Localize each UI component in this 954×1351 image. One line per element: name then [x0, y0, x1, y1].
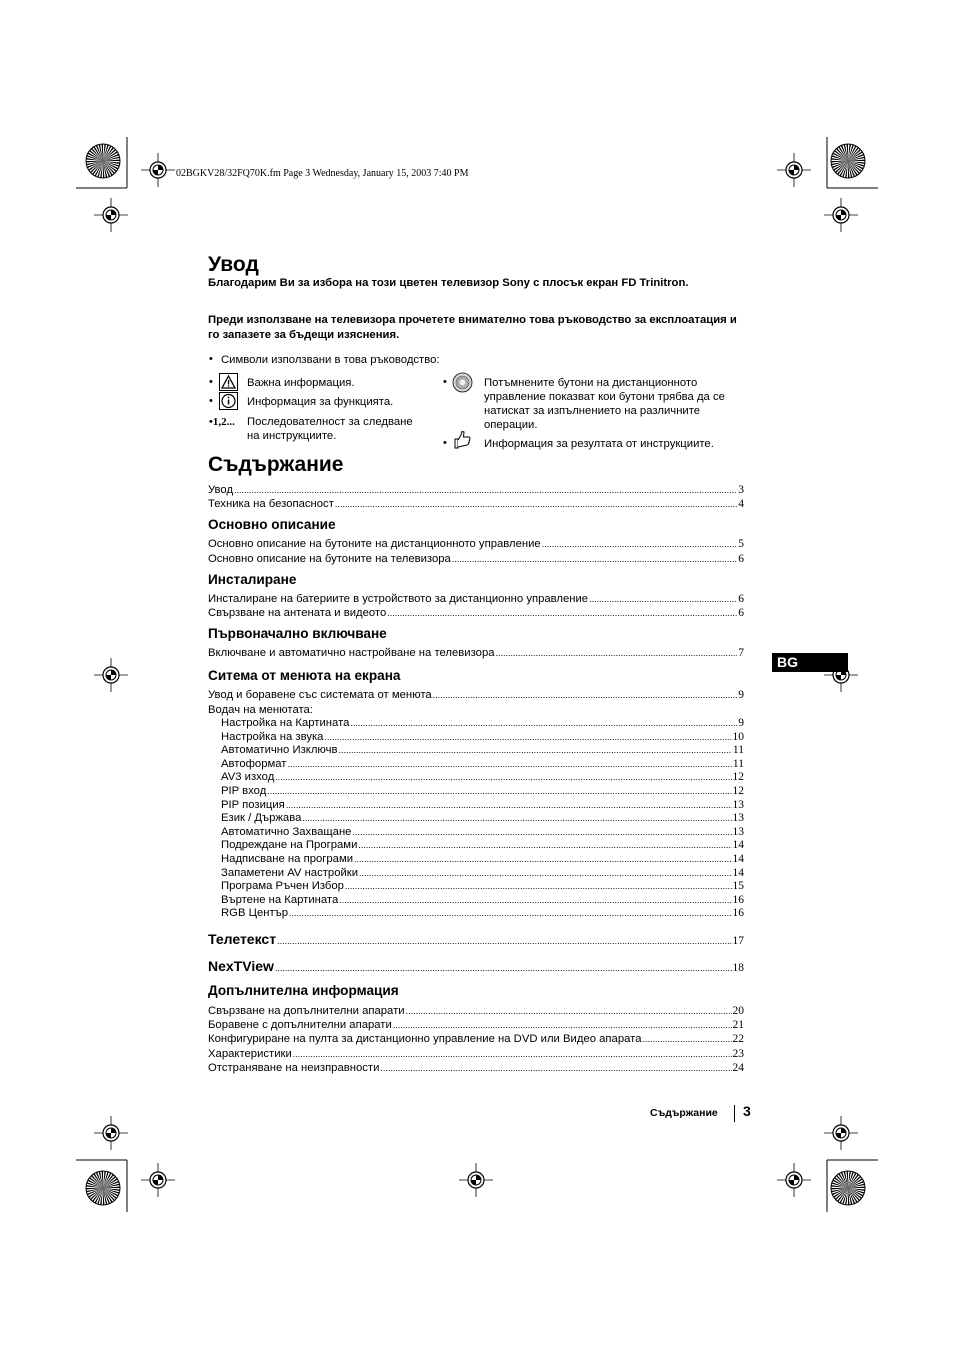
symbol-warning-text: Важна информация. — [247, 377, 355, 389]
toc-leader — [542, 537, 738, 551]
toc-leader — [287, 757, 731, 771]
toc-entry[interactable]: Инсталиране на батериите в устройството за дистанционно управление ..... 6 — [208, 592, 744, 606]
footer-divider — [734, 1105, 735, 1122]
bullet: • — [209, 395, 213, 407]
toc-leader — [358, 838, 731, 852]
symbol-dimmed-button-text: Потъмнените бутони на дистанционното управление показват кои бутони трябва да се натискат за изпълнението на различните операции. — [484, 377, 725, 431]
registration-mark-3 — [777, 153, 811, 187]
toc-entry[interactable]: Свързване на антената и видеото ..... 6 — [208, 606, 744, 620]
toc-guide-entry[interactable]: Настройка на Картината ..... 9 — [221, 716, 744, 730]
toc-leader — [293, 1047, 732, 1061]
toc-leader — [452, 552, 737, 566]
symbols-intro: Символи използвани в това ръководство: — [221, 354, 440, 366]
registration-mark-7 — [94, 1116, 128, 1150]
dimmed-button-icon — [452, 372, 473, 393]
toc-leader — [354, 852, 731, 866]
bullet: • — [209, 353, 213, 365]
symbol-sequence-text: Последователност за следване на инструкциите. — [247, 416, 413, 442]
warning-icon — [219, 373, 238, 391]
toc-leader — [393, 1018, 732, 1032]
toc-entry[interactable]: Конфигуриране на пулта за дистанционно управление на DVD или Видео апарата ..... 22 — [208, 1032, 744, 1046]
toc-section-title: Първоначално включване — [208, 626, 387, 641]
registration-mark-11 — [777, 1163, 811, 1197]
registration-mark-5 — [94, 658, 128, 692]
toc-guide-entry[interactable]: Надписване на програми ..... 14 — [221, 852, 744, 866]
registration-mark-1 — [141, 153, 175, 187]
toc-entry[interactable]: Отстраняване на неизправности ..... 24 — [208, 1061, 744, 1075]
toc-leader — [359, 866, 731, 880]
info-icon — [219, 392, 238, 410]
toc-entry[interactable]: Техника на безопасност ..... 4 — [208, 497, 744, 511]
bullet: • — [443, 376, 447, 388]
thumbs-up-icon — [452, 430, 472, 450]
toc-entry[interactable]: Характеристики ..... 23 — [208, 1047, 744, 1061]
toc-leader — [339, 743, 732, 757]
symbol-info-text: Информация за функцията. — [247, 396, 394, 408]
toc-guide-entry[interactable]: Автоматично Захващане ..... 13 — [221, 825, 744, 839]
toc-entry[interactable]: Увод ..... 3 — [208, 483, 744, 497]
toc-guide-entry[interactable]: Програма Ръчен Избор ..... 15 — [221, 879, 744, 893]
toc-entry[interactable]: Основно описание на бутоните на дистанционното управление ..... 5 — [208, 537, 744, 551]
toc-leader — [289, 906, 731, 920]
toc-leader — [642, 1032, 731, 1046]
toc-guide-entry[interactable]: Език / Държава ..... 13 — [221, 811, 744, 825]
toc-guide-entry[interactable]: Въртене на Картината ..... 16 — [221, 893, 744, 907]
toc-leader — [302, 811, 731, 825]
toc-section-title: Инсталиране — [208, 572, 297, 587]
intro-paragraph-2: Преди използване на телевизора прочетете внимателно това ръководство за експлоатация и го запазете за бъдещи изяснения. — [208, 314, 737, 341]
footer-section-label: Съдържание — [650, 1107, 718, 1119]
toc-leader — [496, 646, 738, 660]
toc-guide-entry[interactable]: RGB Център ..... 16 — [221, 906, 744, 920]
registration-mark-10 — [459, 1163, 493, 1197]
toc-guide-entry[interactable]: PIP позиция ..... 13 — [221, 798, 744, 812]
toc-leader — [324, 730, 731, 744]
toc-leader — [406, 1004, 732, 1018]
bullet: • — [443, 437, 447, 449]
toc-entry[interactable]: Свързване на допълнителни апарати ..... 20 — [208, 1004, 744, 1018]
toc-entry[interactable]: Включване и автоматично настройване на телевизора ..... 7 — [208, 646, 744, 660]
menu-guide-label: Водач на менютата: — [208, 704, 313, 716]
toc-entry[interactable]: Увод и боравене със системата от менюта ..... 9 — [208, 688, 744, 702]
contents-title: Съдържание — [208, 453, 344, 476]
intro-title: Увод — [208, 253, 259, 276]
toc-entry[interactable]: NexTView ..... 18 — [208, 957, 744, 975]
sequence-numbers-icon: 1,2... — [212, 416, 235, 428]
toc-leader — [350, 716, 737, 730]
bullet: • — [209, 376, 213, 388]
sequence-marker — [209, 415, 235, 429]
toc-leader — [234, 483, 737, 497]
registration-mark-4 — [824, 198, 858, 232]
bullet: • — [209, 416, 213, 428]
toc-entry[interactable]: Боравене с допълнителни апарати ..... 21 — [208, 1018, 744, 1032]
toc-leader — [345, 879, 732, 893]
intro-paragraph-1: Благодарим Ви за избора на този цветен телевизор Sony с плосък екран FD Trinitron. — [208, 277, 689, 289]
toc-guide-entry[interactable]: AV3 изход ..... 12 — [221, 770, 744, 784]
registration-mark-8 — [824, 1116, 858, 1150]
toc-leader — [286, 798, 732, 812]
toc-leader — [335, 497, 737, 511]
page-number: 3 — [743, 1103, 751, 1119]
toc-leader — [277, 932, 731, 950]
toc-leader — [589, 592, 737, 606]
symbol-result-text: Информация за резултата от инструкциите. — [484, 438, 714, 450]
toc-guide-entry[interactable]: Настройка на звука ..... 10 — [221, 730, 744, 744]
toc-leader — [339, 893, 731, 907]
registration-mark-9 — [141, 1163, 175, 1197]
toc-leader — [267, 784, 731, 798]
toc-guide-entry[interactable]: Автоматично Изключв ..... 11 — [221, 743, 744, 757]
toc-entry[interactable]: Телетекст ..... 17 — [208, 930, 744, 948]
toc-entry[interactable]: Основно описание на бутоните на телевизора ..... 6 — [208, 552, 744, 566]
toc-guide-entry[interactable]: Запаметени AV настройки ..... 14 — [221, 866, 744, 880]
toc-leader — [275, 770, 731, 784]
toc-leader — [352, 825, 731, 839]
language-tab: BG — [772, 653, 848, 672]
toc-leader — [387, 606, 737, 620]
toc-section-title: Ситема от менюта на екрана — [208, 668, 401, 683]
toc-guide-entry[interactable]: Подреждане на Програми ..... 14 — [221, 838, 744, 852]
toc-leader — [433, 688, 738, 702]
file-header-line: 02BGKV28/32FQ70K.fm Page 3 Wednesday, January 15, 2003 7:40 PM — [176, 168, 469, 179]
toc-guide-entry[interactable]: PIP вход ..... 12 — [221, 784, 744, 798]
toc-section-title: Основно описание — [208, 517, 336, 532]
toc-leader — [380, 1061, 731, 1075]
registration-mark-2 — [94, 198, 128, 232]
toc-section-title: Допълнителна информация — [208, 983, 399, 998]
toc-guide-entry[interactable]: Автоформат ..... 11 — [221, 757, 744, 771]
toc-leader — [275, 959, 732, 977]
